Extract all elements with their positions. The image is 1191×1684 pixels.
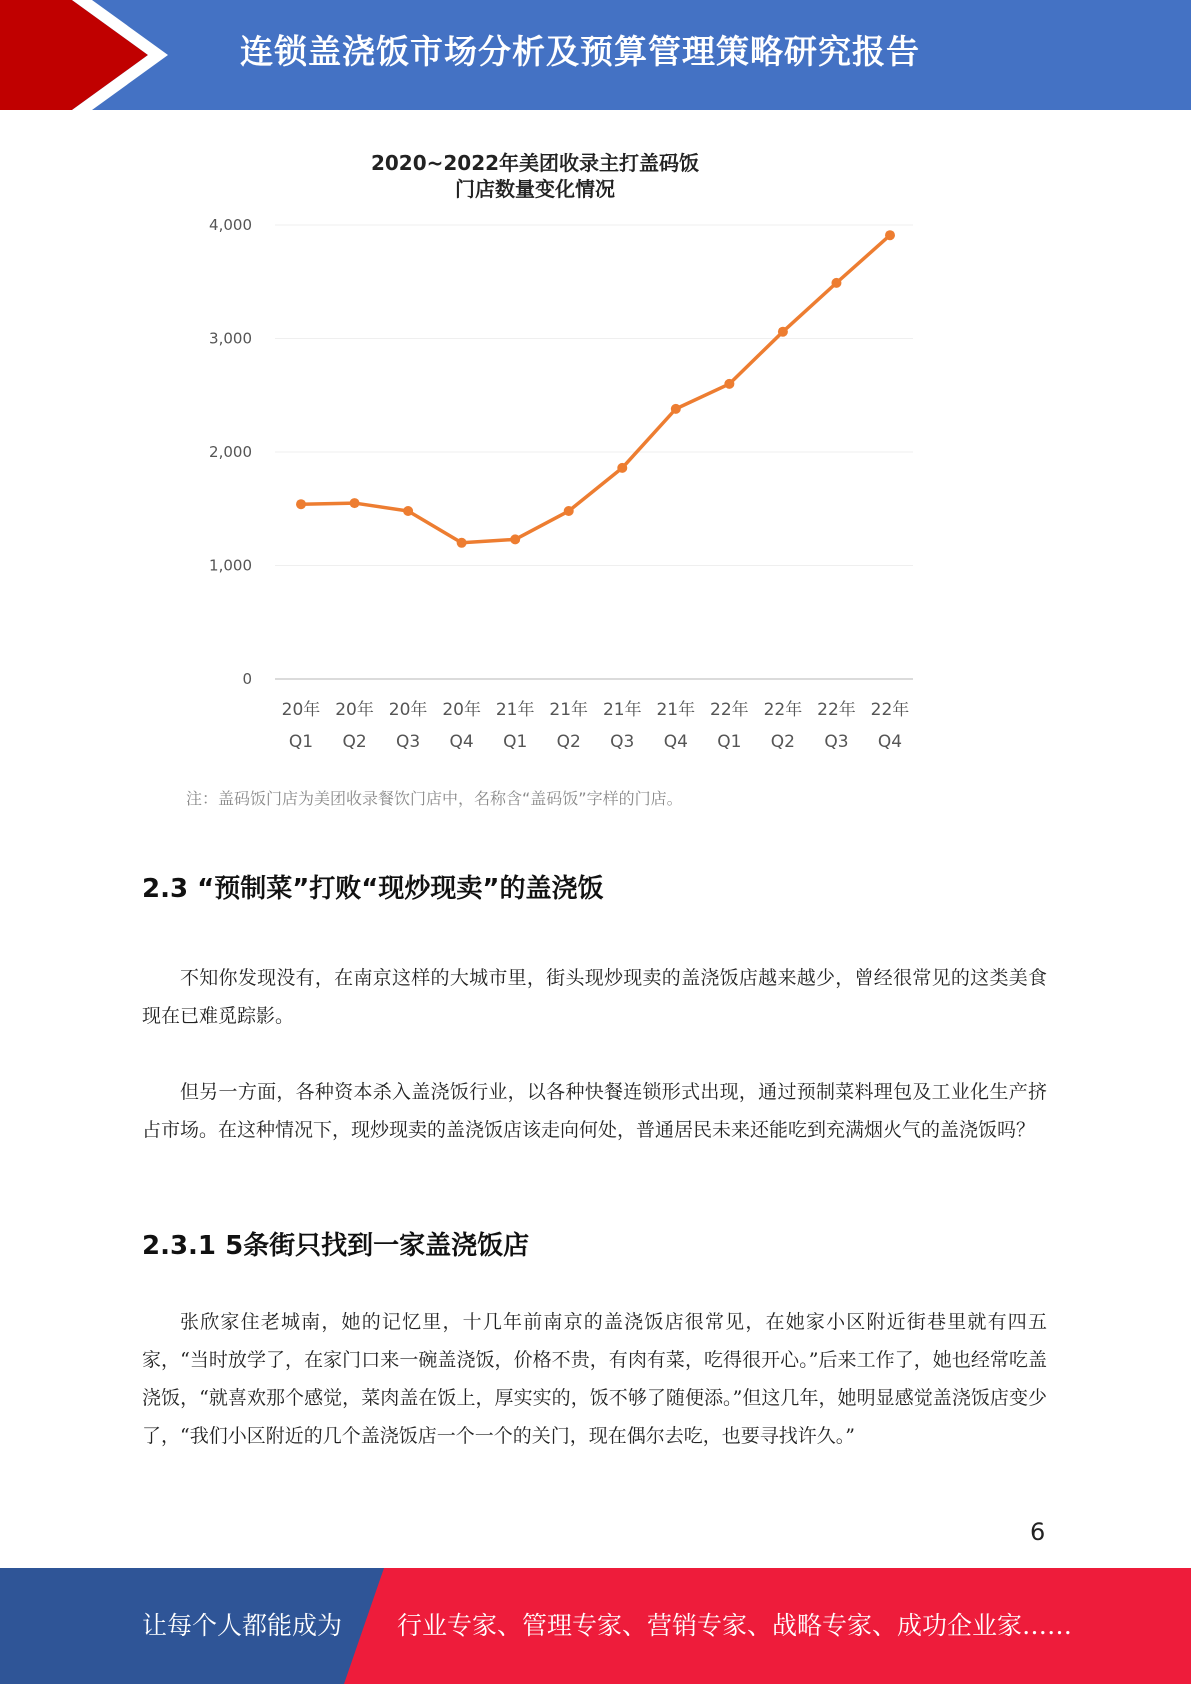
page-footer [0, 1568, 1191, 1684]
chart-title-line-2: 门店数量变化情况 [455, 177, 615, 201]
y-tick-label: 1,000 [209, 556, 252, 575]
x-tick-label-quarter: Q2 [342, 732, 367, 752]
x-tick-label-year: 22年 [710, 700, 749, 720]
data-point [778, 327, 788, 337]
store-count-line-chart [0, 110, 1191, 770]
x-tick-label-year: 21年 [549, 700, 589, 720]
x-tick-label-year: 22年 [817, 700, 856, 720]
y-tick-label: 0 [242, 670, 252, 688]
x-tick-label-quarter: Q3 [610, 732, 635, 752]
data-point [296, 499, 306, 509]
x-tick-label-quarter: Q4 [877, 732, 903, 752]
x-tick-label-quarter: Q3 [395, 732, 421, 752]
paragraph-2-3-1-1: 张欣家住老城南，她的记忆里，十几年前南京的盖浇饭店很常见，在她家小区附近街巷里就有四五家，“当时放学了，在家门口来一碗盖浇饭，价格不贵，有肉有菜，吃得很开心。”后来工作了，她也经常吃盖浇饭，“就喜欢那个感觉，菜肉盖在饭上，厚实实的，饭不够了随便添。”但这几年，她明显感觉盖浇饭店变少了，“我们小区附近的几个盖浇饭店一个一个的关门，现在偶尔去吃，也要寻找许久。” [142, 1311, 1047, 1447]
y-tick-label: 4,000 [209, 216, 252, 234]
x-tick-label-year: 20年 [281, 700, 321, 720]
page-number: 6 [1030, 1518, 1046, 1546]
x-tick-label-quarter: Q2 [770, 732, 796, 752]
report-title: 连锁盖浇饭市场分析及预算管理策略研究报告 [240, 32, 920, 71]
section-heading-2-3: 2.3 “预制菜”打败“现炒现卖”的盖浇饭 [142, 874, 604, 904]
data-point [350, 498, 360, 508]
section-heading-2-3-1: 2.3.1 5条街只找到一家盖浇饭店 [142, 1231, 530, 1261]
x-tick-label-year: 21年 [602, 700, 642, 720]
data-point [510, 534, 520, 544]
data-point [671, 404, 681, 414]
footer-slogan-left: 让每个人都能成为 [142, 1611, 343, 1640]
data-point [457, 538, 467, 548]
data-point [403, 506, 413, 516]
page-header [0, 0, 1191, 110]
x-tick-label-year: 21年 [656, 700, 696, 720]
x-tick-label-year: 22年 [763, 700, 803, 720]
y-tick-label: 2,000 [209, 443, 252, 461]
data-point [724, 379, 734, 389]
x-tick-label-quarter: Q1 [717, 732, 742, 752]
data-point [564, 506, 574, 516]
x-tick-label-year: 20年 [335, 700, 374, 720]
chart-note: 注：盖码饭门店为美团收录餐饮门店中，名称含“盖码饭”字样的门店。 [186, 789, 683, 808]
data-point [831, 278, 841, 288]
data-point [617, 463, 627, 473]
x-tick-label-quarter: Q2 [556, 732, 581, 752]
series-line [301, 235, 890, 543]
paragraph-2-3-2: 但另一方面，各种资本杀入盖浇饭行业，以各种快餐连锁形式出现，通过预制菜料理包及工业化生产挤占市场。在这种情况下，现炒现卖的盖浇饭店该走向何处，普通居民未来还能吃到充满烟火气的盖浇饭吗？ [142, 1081, 1047, 1141]
x-tick-label-quarter: Q4 [449, 732, 474, 752]
x-tick-label-year: 20年 [388, 700, 428, 720]
paragraph-2-3-1: 不知你发现没有，在南京这样的大城市里，街头现炒现卖的盖浇饭店越来越少，曾经很常见的这类美食现在已难觅踪影。 [142, 967, 1047, 1027]
x-tick-label-quarter: Q1 [288, 732, 314, 752]
x-tick-label-quarter: Q1 [503, 732, 528, 752]
y-tick-label: 3,000 [209, 329, 252, 348]
x-tick-label-year: 22年 [870, 700, 910, 720]
chart-title-line-1: 2020~2022年美团收录主打盖码饭 [370, 151, 700, 175]
x-tick-label-quarter: Q3 [824, 732, 849, 752]
x-tick-label-year: 21年 [495, 700, 535, 720]
x-tick-label-quarter: Q4 [663, 732, 688, 752]
footer-slogan-right: 行业专家、管理专家、营销专家、战略专家、成功企业家…… [397, 1611, 1073, 1640]
header-red-arrow [0, 0, 148, 110]
data-point [885, 230, 895, 240]
x-tick-label-year: 20年 [442, 700, 481, 720]
